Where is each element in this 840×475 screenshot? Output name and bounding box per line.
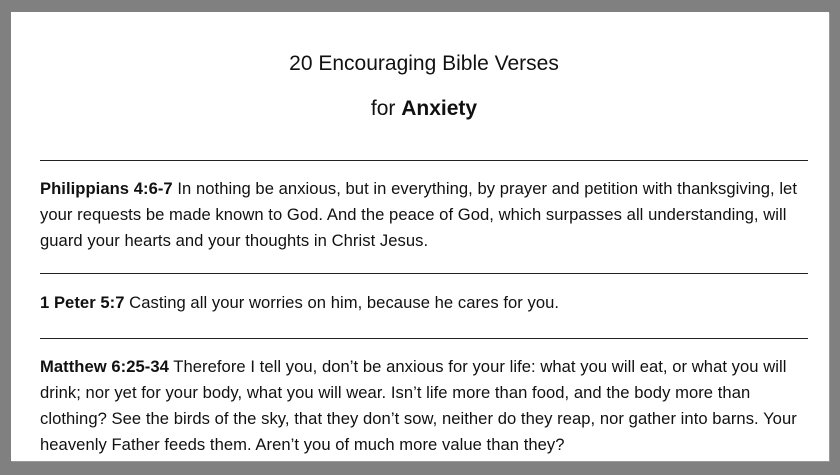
subtitle-keyword: Anxiety xyxy=(401,97,478,120)
verse-reference: 1 Peter 5:7 xyxy=(40,293,125,312)
verse-reference: Philippians 4:6-7 xyxy=(40,179,173,198)
verse-reference: Matthew 6:25-34 xyxy=(40,357,169,376)
verse-text: Casting all your worries on him, because he cares for you. xyxy=(124,293,560,312)
title-line-1: 20 Encouraging Bible Verses xyxy=(289,52,559,75)
verse-text: Therefore I tell you, don’t be anxious for your life: what you will eat, or what you will drink; nor yet for your body, what you will wear. Isn’t life more than food, and the body more than clothing? See the birds of the sky, that they don’t sow, neither do they reap, nor gather into barns. Your heavenly Father feeds them. Aren’t you of much more value than they? xyxy=(40,357,797,454)
document-subtitle xyxy=(40,97,808,121)
separator-rule xyxy=(40,338,808,339)
document-title xyxy=(40,52,808,76)
verse-text: In nothing be anxious, but in everything, by prayer and petition with thanksgiving, let your requests be made known to God. And the peace of God, which surpasses all understanding, will guard your hearts and your thoughts in Christ Jesus. xyxy=(40,179,798,250)
verse-entry xyxy=(40,354,810,458)
subtitle-prefix: for xyxy=(370,97,402,120)
verse-entry xyxy=(40,290,810,316)
document-page xyxy=(11,12,829,461)
separator-rule xyxy=(40,273,808,274)
separator-rule xyxy=(40,160,808,161)
verse-entry xyxy=(40,176,810,254)
